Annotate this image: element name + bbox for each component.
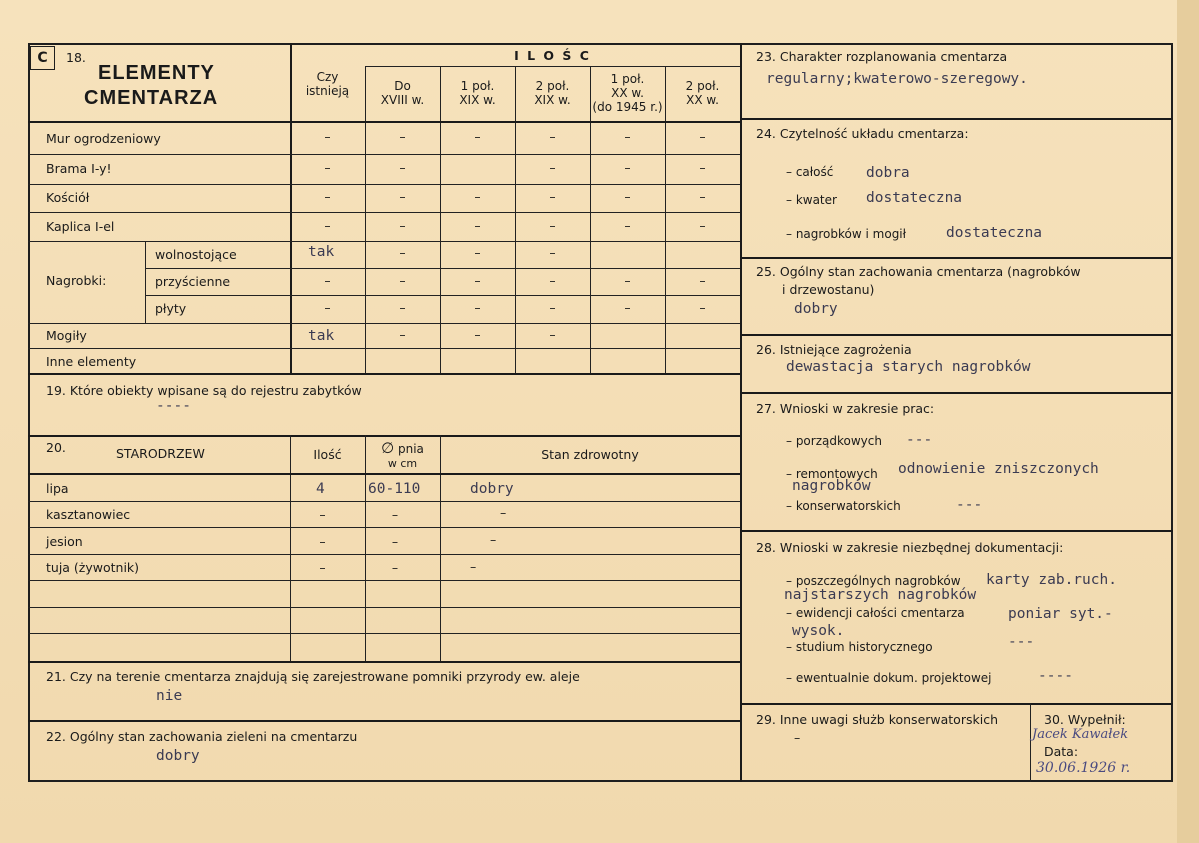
tree-name-2: kasztanowiec <box>46 507 131 522</box>
tree-name-4: tuja (żywotnik) <box>46 560 140 575</box>
row-line-1 <box>28 154 740 155</box>
s24-item-value-3: dostateczna <box>946 225 1043 241</box>
section-23-label: 23. Charakter rozplanowania cmentarza <box>756 49 1008 64</box>
tree-qty-3: – <box>319 534 326 549</box>
s28-item-label-4: – ewentualnie dokum. projektowej <box>786 671 992 685</box>
tree-row-line-4 <box>28 580 740 581</box>
s27-item-value-2b: nagrobków <box>792 478 871 494</box>
mark-2-1: – <box>474 189 481 204</box>
section-23-value: regularny;kwaterowo-szeregowy. <box>766 71 1028 87</box>
mark-1-2: – <box>549 160 556 175</box>
row-label-kaplica: Kaplica I-el <box>46 219 115 234</box>
mark-0-4: – <box>699 129 706 144</box>
row-label-wolnostojace: wolnostojące <box>155 247 237 262</box>
tree-diam-3: – <box>391 534 399 549</box>
section-29-label: 29. Inne uwagi służb konserwatorskich <box>756 712 998 727</box>
exists-col-header: Czy istnieją <box>305 70 350 98</box>
s24-bottom <box>740 257 1173 259</box>
exists-wolnostojace: tak <box>308 244 335 260</box>
row-label-mur: Mur ogrodzeniowy <box>46 131 161 146</box>
tree-diam-4: – <box>391 560 399 575</box>
mark-3-1: – <box>474 218 481 233</box>
mark-0-3: – <box>624 129 631 144</box>
tree-row-line-1 <box>28 501 740 502</box>
tree-diam-1: 60-110 <box>368 481 421 497</box>
s27-item-label-2: – remontowych <box>786 467 878 481</box>
mark-1-3: – <box>624 160 631 175</box>
tree-qty-2: – <box>319 507 326 522</box>
row-line-4 <box>28 241 740 242</box>
s27-bottom <box>740 530 1173 532</box>
s24-item-label-2: – kwater <box>786 193 837 207</box>
ilosc-underline <box>365 66 740 67</box>
exists-kaplica: – <box>324 218 331 233</box>
s27-item-label-3: – konserwatorskich <box>786 499 901 513</box>
section-19-bottom <box>28 435 740 437</box>
tree-qty-1: 4 <box>316 481 325 497</box>
mark-4-2: – <box>549 245 556 260</box>
s23-bottom <box>740 118 1173 120</box>
exists-plyty: – <box>324 300 331 315</box>
section-25-label-2: i drzewostanu) <box>782 282 875 297</box>
mark-5-4: – <box>699 273 706 288</box>
row-label-brama: Brama I-y! <box>46 161 112 176</box>
s24-item-label-3: – nagrobków i mogił <box>786 227 907 241</box>
exists-kosciol: – <box>324 189 331 204</box>
section-19-label: 19. Które obiekty wpisane są do rejestru zabytków <box>46 383 362 398</box>
tree-health-3: – <box>490 532 497 547</box>
col-line-nagrobki <box>145 241 146 323</box>
row-label-przyscienne: przyścienne <box>155 274 231 289</box>
header-bottom-line <box>28 121 740 123</box>
row-line-5 <box>145 268 740 269</box>
row-label-nagrobki: Nagrobki: <box>46 273 107 288</box>
mark-6-0: – <box>399 300 406 315</box>
mark-5-1: – <box>474 273 481 288</box>
row-line-2 <box>28 184 740 185</box>
title-line2: CMENTARZA <box>84 87 219 109</box>
s27-item-label-1: – porządkowych <box>786 434 882 448</box>
mark-5-2: – <box>549 273 556 288</box>
mark-5-0: – <box>399 273 406 288</box>
mark-3-3: – <box>624 218 631 233</box>
row-label-plyty: płyty <box>155 301 187 316</box>
row-label-kosciol: Kościół <box>46 190 90 205</box>
tree-health-1: dobry <box>470 481 514 497</box>
section-28-label: 28. Wnioski w zakresie niezbędnej dokumentacji: <box>756 540 1064 555</box>
s29-s30-divider <box>1030 703 1031 782</box>
s28-item-value-1b: najstarszych nagrobków <box>784 587 977 603</box>
mark-3-4: – <box>699 218 706 233</box>
c-box-letter: C <box>37 50 48 66</box>
section-24-label: 24. Czytelność układu cmentarza: <box>756 126 969 141</box>
mark-4-1: – <box>474 245 481 260</box>
mark-6-2: – <box>549 300 556 315</box>
exists-mur: – <box>324 129 331 144</box>
mark-6-3: – <box>624 300 631 315</box>
mark-1-0: – <box>399 160 406 175</box>
section-26-label: 26. Istniejące zagrożenia <box>756 342 912 357</box>
ilosc-header: I L O Ś C <box>514 48 591 63</box>
tree-diam-2: – <box>391 507 399 522</box>
tree-row-line-3 <box>28 554 740 555</box>
s27-item-value-3: --- <box>956 497 983 513</box>
date-value: 30.06.1926 r. <box>1036 760 1131 776</box>
s24-item-label-1: – całość <box>786 165 834 179</box>
s28-item-label-1: – poszczególnych nagrobków <box>786 574 961 588</box>
exists-mogily: tak <box>308 328 335 344</box>
s28-item-label-3: – studium historycznego <box>786 640 933 654</box>
table-18-bottom <box>28 373 740 375</box>
tree-col-health <box>440 435 441 661</box>
tree-name-3: jesion <box>46 534 83 549</box>
section-21-bottom <box>28 720 740 722</box>
row-label-inne: Inne elementy <box>46 354 137 369</box>
s28-item-value-2b: wysok. <box>792 623 845 639</box>
exists-brama: – <box>324 160 331 175</box>
tree-row-line-2 <box>28 527 740 528</box>
card-edge <box>1177 0 1199 843</box>
section-21-value: nie <box>156 688 183 704</box>
s25-bottom <box>740 334 1173 336</box>
mark-7-0: – <box>399 327 406 342</box>
period-header-2: 1 poł. XIX w. <box>459 79 496 107</box>
section-26-value: dewastacja starych nagrobków <box>786 359 1031 375</box>
mark-2-0: – <box>399 189 406 204</box>
period-header-4: 1 poł. XX w. (do 1945 r.) <box>592 72 663 114</box>
section-29-value: – <box>794 730 801 745</box>
mark-3-2: – <box>549 218 556 233</box>
mark-0-0: – <box>399 129 406 144</box>
tree-row-line-5 <box>28 607 740 608</box>
period-header-5: 2 poł. XX w. <box>685 79 720 107</box>
s24-item-value-1: dobra <box>866 165 910 181</box>
section-18-number: 18. <box>66 50 86 65</box>
row-line-8 <box>28 348 740 349</box>
filled-by-signature: Jacek Kawałek <box>1032 727 1129 742</box>
s28-item-value-1a: karty zab.ruch. <box>986 572 1117 588</box>
s28-item-value-2a: poniar syt.- <box>1008 606 1113 622</box>
tree-row-line-6 <box>28 633 740 634</box>
tree-health-header: Stan zdrowotny <box>541 447 639 462</box>
mark-5-3: – <box>624 273 631 288</box>
mark-2-2: – <box>549 189 556 204</box>
row-label-mogily: Mogiły <box>46 328 87 343</box>
mark-6-4: – <box>699 300 706 315</box>
tree-health-2: – <box>500 505 507 520</box>
mark-2-3: – <box>624 189 631 204</box>
s28-item-value-4: ---- <box>1038 668 1073 684</box>
section-30-label: 30. Wypełnił: <box>1044 712 1126 727</box>
mark-6-1: – <box>474 300 481 315</box>
section-19-value: ---- <box>156 398 191 414</box>
s27-item-value-2a: odnowienie zniszczonych <box>898 461 1099 477</box>
section-21-label: 21. Czy na terenie cmentarza znajdują się zarejestrowane pomniki przyrody ew. aleje <box>46 669 580 684</box>
date-label: Data: <box>1044 744 1079 759</box>
period-header-1: Do XVIII w. <box>380 79 425 107</box>
period-header-3: 2 poł. XIX w. <box>534 79 571 107</box>
exists-przyscienne: – <box>324 273 331 288</box>
mark-2-4: – <box>699 189 706 204</box>
s28-item-label-2: – ewidencji całości cmentarza <box>786 606 965 620</box>
main-divider <box>740 43 742 782</box>
tree-health-4: – <box>470 559 477 574</box>
mark-0-1: – <box>474 129 481 144</box>
s27-item-value-1: --- <box>906 432 933 448</box>
section-22-value: dobry <box>156 748 200 764</box>
mark-7-2: – <box>549 327 556 342</box>
mark-0-2: – <box>549 129 556 144</box>
tree-qty-4: – <box>319 560 326 575</box>
title-line1: ELEMENTY <box>98 62 215 84</box>
mark-1-4: – <box>699 160 706 175</box>
section-20-number: 20. <box>46 440 66 455</box>
mark-4-0: – <box>399 245 406 260</box>
mark-7-1: – <box>474 327 481 342</box>
tree-name-1: lipa <box>46 481 69 496</box>
row-line-7 <box>28 323 740 324</box>
tree-qty-header: Ilość <box>313 447 342 462</box>
section-27-label: 27. Wnioski w zakresie prac: <box>756 401 935 416</box>
mark-3-0: – <box>399 218 406 233</box>
starodrzew-title: STARODRZEW <box>116 446 205 461</box>
s28-bottom <box>740 703 1173 705</box>
s28-item-value-3: --- <box>1008 634 1035 650</box>
section-25-value: dobry <box>794 301 838 317</box>
tree-table-bottom <box>28 661 740 663</box>
s26-bottom <box>740 392 1173 394</box>
section-22-label: 22. Ogólny stan zachowania zieleni na cmentarzu <box>46 729 358 744</box>
row-line-6 <box>145 295 740 296</box>
s24-item-value-2: dostateczna <box>866 190 963 206</box>
section-25-label-1: 25. Ogólny stan zachowania cmentarza (nagrobków <box>756 264 1081 279</box>
row-line-3 <box>28 212 740 213</box>
tree-header-bottom <box>28 473 740 475</box>
tree-diam-header: ∅ pnia w cm <box>381 439 424 470</box>
